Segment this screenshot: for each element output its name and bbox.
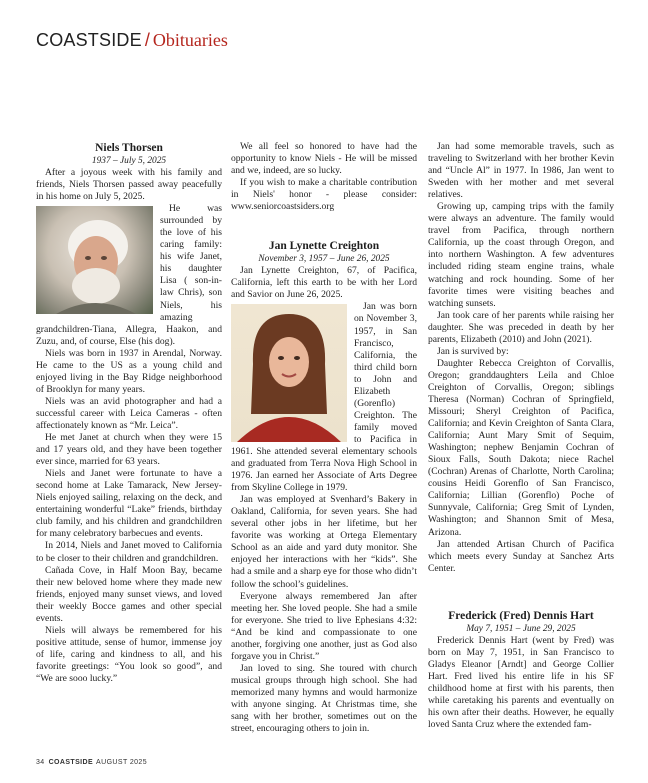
portrait-image [231,304,347,442]
paragraph: Jan was born on November 3, 1957, in San Francisco, California, the third child born to John and Elizabeth (Gorenflo) Creighton. The family moved to Pacifica in 1961. She attended several elementary schools and graduated from Terra Nova High School in 1976. Jan earned her Associate of Arts Degree from Skyline College in 1979. [231,301,417,494]
portrait-photo-niels [36,206,153,314]
paragraph: He was surrounded by the love of his caring family: his wife Janet, his daughter Lisa ( son-in-law Chris), son Niels, his amazing grandchildren-Tiana, Allegra, Haakon, and Zuzu, and, of course, Else (his dog). [36,203,222,347]
portrait-photo-jan [231,304,347,442]
spacer [428,575,614,609]
portrait-image [36,206,153,314]
paragraph: Everyone always remembered Jan after meeting her. She loved people. She had a smile for everyone. She tried to live Ephesians 4:32: “And be kind and compassionate to one another, forgiving one another, just as God also forgave you in Christ.” [231,590,417,662]
paragraph: Niels was an avid photographer and had a successful career with Leica Cameras - often affectionately known as “Mr. Leica”. [36,395,222,431]
paragraph: After a joyous week with his family and friends, Niels Thorsen passed away peacefully in his home on July 5, 2025. [36,167,222,203]
paragraph: Niels and Janet were fortunate to have a second home at Lake Tamarack, New Jersey- Niels enjoyed sailing, relaxing on the deck, and entertaining wonderful “Lake” friends, birthday club family, and his children and grandchildren for many celebratory barbecues and events. [36,468,222,540]
paragraph: He met Janet at church when they were 15 and 17 years old, and they have been together ever since, married for 63 years. [36,432,222,468]
obituary-dates-jan: November 3, 1957 – June 26, 2025 [258,254,390,265]
paragraph: Jan is survived by: [437,345,509,357]
page-footer [36,759,147,766]
paragraph: Jan took care of her parents while raising her daughter. She was preceded in death by her parents, Elizabeth (2010) and John (2021). [428,309,614,345]
paragraph: If you wish to make a charitable contribution in Niels' honor - please consider: www.seniorcoastsiders.org [231,177,417,213]
page-number: 34 [36,759,45,766]
paragraph: Growing up, camping trips with the family were always an adventure. The family would travel from Pacifica, through northern California, up the coast through Oregon, and into northern Washington. A few adventures included riding steam engine trains, whale watching and rock hounding. Some of her favorite times were visiting beaches and watching sunsets. [428,201,614,309]
page-header [36,30,228,54]
obituary-dates-niels: 1937 – July 5, 2025 [91,156,167,166]
paragraph: Cañada Cove, in Half Moon Bay, became their new beloved home where they made new friends, enjoyed many sunset views, and loved their weekly Bocce games and other special events. [36,564,222,624]
brand-name: COASTSIDE [36,30,142,50]
spacer [231,213,417,239]
header-separator: / [144,30,150,50]
paragraph: Jan was employed at Svenhard’s Bakery in Oakland, California, for seven years. She had several other jobs in her lifetime, but her favorite was working at Ortega Elementary School as an aide and yard duty monitor. She enjoyed her interactions with her “kids”. She had a smile and a sharp eye for those who didn’t follow the school’s guidelines. [231,494,417,590]
paragraph: In 2014, Niels and Janet moved to California to be closer to their children and grandchildren. [36,540,222,564]
paragraph: Jan attended Artisan Church of Pacifica which meets every Sunday at Sanchez Arts Center. [428,538,614,574]
column-2 [231,141,417,735]
paragraph: Niels was born in 1937 in Arendal, Norway. He came to the US as a young child and enjoyed living in the Bay Ridge neighborhood of Brooklyn for many years. [36,347,222,395]
section-title: Obituaries [152,30,228,50]
obituary-name-jan: Jan Lynette Creighton [268,240,380,253]
paragraph: We all feel so honored to have had the opportunity to know Niels - He will be missed and we, indeed, are so lucky. [231,141,417,177]
paragraph: Jan had some memorable travels, such as traveling to Switzerland with her brother Kevin and “Uncle Al” in 1977. In 1986, Jan went to Sweden with her mother and met several relatives. [428,141,614,201]
column-3 [428,141,614,731]
obituary-name-niels: Niels Thorsen [95,142,163,154]
paragraph: Jan loved to sing. She toured with church musical groups through high school. She had memorized many hymns and would harmonize with anyone singing. At Christmas time, she sang with her brother, sometimes out on the street, encouraging others to join in. [231,662,417,735]
footer-brand: COASTSIDE [48,759,94,766]
column-1 [36,141,222,685]
issue-date: AUGUST 2025 [96,759,148,766]
paragraph: Jan Lynette Creighton, 67, of Pacifica, California, left this earth to be with her Lord and Savior on June 26, 2025. [231,265,417,301]
paragraph: Daughter Rebecca Creighton of Corvallis, Oregon; granddaughters Leila and Chloe Creighton of Corvallis, Oregon; siblings Theresa (Norman) Cochran of Springfield, Missouri; Sheryl Creighton of Pacifica, California; and Kevin Creighton of Santa Clara, California; Aunt Mary Smit of Sequim, Washington; nephew Benjamin Cochran of Sioux Falls, South Dakota; niece Rachel (Cochran) Arenas of Charlotte, North Carolina; cousins Heidi Gorenflo of San Francisco, California; Lillian (Gorenflo) Poche of Sunnyvale, California; Greg Smit of Lynden, Washington; and Shannon Smit of Mesa, Arizona. [428,357,614,538]
paragraph: Frederick Dennis Hart (went by Fred) was born on May 7, 1951, in San Francisco to Gladys Eleanor [Arndt] and George Collier Hart. Fred lived his entire life in his SF childhood home at first with his parents, then while caretaking his parents and eventually on his own after their deaths. However, he equally loved Santa Cruz where the extended fam- [428,634,614,731]
obituary-dates-fred: May 7, 1951 – June 29, 2025 [466,623,576,634]
paragraph: Niels will always be remembered for his positive attitude, sense of humor, immense joy of life, caring and kindness to all, and his favorite greetings: “You look so good”, and “We are sooo lucky.” [36,624,222,684]
obituary-name-fred: Frederick (Fred) Dennis Hart [448,609,594,622]
